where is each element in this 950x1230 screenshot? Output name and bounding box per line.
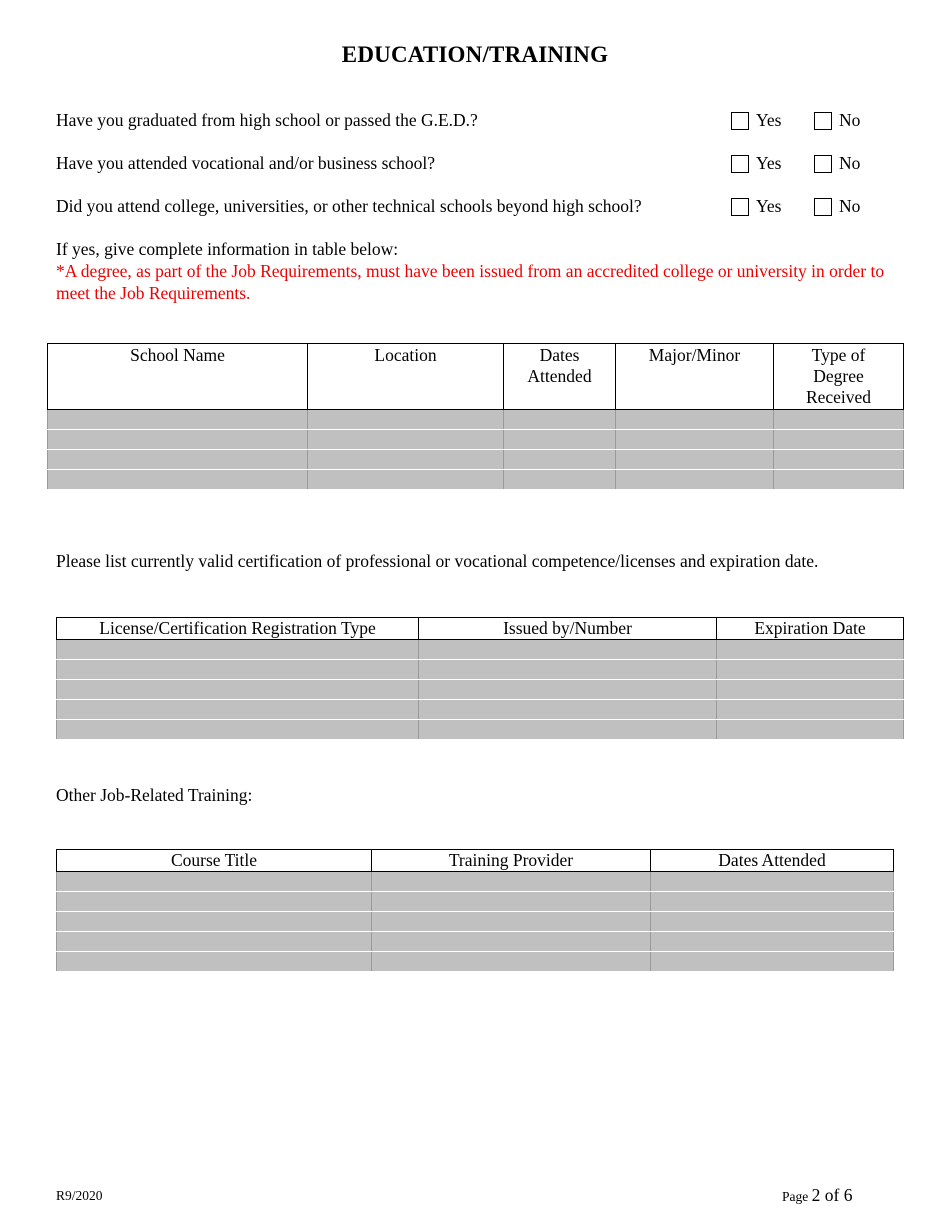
table-row bbox=[57, 660, 904, 680]
license-type-field[interactable] bbox=[57, 680, 419, 700]
issued-by-field[interactable] bbox=[419, 700, 717, 720]
certification-prompt: Please list currently valid certification of professional or vocational competence/licenses and expiration date. bbox=[56, 551, 819, 571]
page-indicator bbox=[782, 1185, 852, 1206]
no-label: No bbox=[839, 110, 861, 130]
expiration-field[interactable] bbox=[717, 680, 904, 700]
table-row bbox=[57, 640, 904, 660]
yes-label: Yes bbox=[756, 196, 782, 216]
college-yes-checkbox[interactable] bbox=[731, 198, 749, 216]
major-field[interactable] bbox=[616, 470, 774, 490]
vocational-no-checkbox[interactable] bbox=[814, 155, 832, 173]
page-number: 2 of 6 bbox=[811, 1185, 853, 1205]
education-table bbox=[47, 343, 904, 490]
dates-field[interactable] bbox=[504, 410, 616, 430]
table-row bbox=[57, 700, 904, 720]
if-yes-instruction: If yes, give complete information in table below: bbox=[56, 239, 399, 259]
license-type-field[interactable] bbox=[57, 660, 419, 680]
header-degree-line: Degree bbox=[813, 366, 864, 386]
course-title-field[interactable] bbox=[57, 932, 372, 952]
table-row bbox=[48, 470, 904, 490]
license-type-field[interactable] bbox=[57, 700, 419, 720]
expiration-field[interactable] bbox=[717, 700, 904, 720]
location-field[interactable] bbox=[308, 470, 504, 490]
major-field[interactable] bbox=[616, 430, 774, 450]
dates-field[interactable] bbox=[504, 430, 616, 450]
training-header-row bbox=[57, 850, 894, 872]
header-degree-type bbox=[774, 344, 904, 410]
license-type-field[interactable] bbox=[57, 720, 419, 740]
major-field[interactable] bbox=[616, 410, 774, 430]
dates-field[interactable] bbox=[504, 470, 616, 490]
training-provider-field[interactable] bbox=[372, 892, 651, 912]
table-row bbox=[57, 680, 904, 700]
table-row bbox=[57, 932, 894, 952]
expiration-field[interactable] bbox=[717, 720, 904, 740]
issued-by-field[interactable] bbox=[419, 680, 717, 700]
location-field[interactable] bbox=[308, 430, 504, 450]
no-label: No bbox=[839, 153, 861, 173]
question-college: Did you attend college, universities, or other technical schools beyond high school? bbox=[56, 196, 642, 216]
training-dates-field[interactable] bbox=[651, 952, 894, 972]
high-school-no-option[interactable] bbox=[814, 110, 860, 131]
certification-header-row bbox=[57, 618, 904, 640]
course-title-field[interactable] bbox=[57, 912, 372, 932]
training-label: Other Job-Related Training: bbox=[56, 785, 253, 805]
header-course-title: Course Title bbox=[57, 850, 372, 872]
header-training-provider: Training Provider bbox=[372, 850, 651, 872]
header-license-type: License/Certification Registration Type bbox=[57, 618, 419, 640]
expiration-field[interactable] bbox=[717, 640, 904, 660]
header-major-minor: Major/Minor bbox=[616, 344, 774, 410]
revision-code: R9/2020 bbox=[56, 1188, 103, 1203]
vocational-yes-checkbox[interactable] bbox=[731, 155, 749, 173]
college-no-option[interactable] bbox=[814, 196, 860, 217]
course-title-field[interactable] bbox=[57, 952, 372, 972]
issued-by-field[interactable] bbox=[419, 720, 717, 740]
header-degree-line: Received bbox=[805, 387, 872, 407]
page-word: Page bbox=[782, 1189, 809, 1204]
college-no-checkbox[interactable] bbox=[814, 198, 832, 216]
issued-by-field[interactable] bbox=[419, 660, 717, 680]
high-school-no-checkbox[interactable] bbox=[814, 112, 832, 130]
high-school-yes-option[interactable] bbox=[731, 110, 781, 131]
license-type-field[interactable] bbox=[57, 640, 419, 660]
table-row bbox=[48, 410, 904, 430]
header-dates-attended bbox=[504, 344, 616, 410]
school-name-field[interactable] bbox=[48, 430, 308, 450]
high-school-yes-checkbox[interactable] bbox=[731, 112, 749, 130]
school-name-field[interactable] bbox=[48, 410, 308, 430]
header-school-name: School Name bbox=[48, 344, 308, 410]
table-row bbox=[57, 952, 894, 972]
training-table bbox=[56, 849, 894, 972]
location-field[interactable] bbox=[308, 450, 504, 470]
table-row bbox=[48, 430, 904, 450]
school-name-field[interactable] bbox=[48, 450, 308, 470]
no-label: No bbox=[839, 196, 861, 216]
training-provider-field[interactable] bbox=[372, 932, 651, 952]
header-degree-line: Type of bbox=[811, 345, 866, 365]
degree-field[interactable] bbox=[774, 470, 904, 490]
dates-field[interactable] bbox=[504, 450, 616, 470]
expiration-field[interactable] bbox=[717, 660, 904, 680]
table-row bbox=[57, 912, 894, 932]
school-name-field[interactable] bbox=[48, 470, 308, 490]
vocational-yes-option[interactable] bbox=[731, 153, 781, 174]
training-provider-field[interactable] bbox=[372, 872, 651, 892]
course-title-field[interactable] bbox=[57, 892, 372, 912]
yes-label: Yes bbox=[756, 153, 782, 173]
header-dates-attended: Dates Attended bbox=[651, 850, 894, 872]
degree-field[interactable] bbox=[774, 450, 904, 470]
certification-table bbox=[56, 617, 904, 740]
degree-field[interactable] bbox=[774, 430, 904, 450]
header-dates-line: Attended bbox=[527, 366, 592, 386]
yes-label: Yes bbox=[756, 110, 782, 130]
training-dates-field[interactable] bbox=[651, 912, 894, 932]
question-vocational: Have you attended vocational and/or business school? bbox=[56, 153, 436, 173]
issued-by-field[interactable] bbox=[419, 640, 717, 660]
page-title: EDUCATION/TRAINING bbox=[341, 42, 609, 67]
table-row bbox=[57, 892, 894, 912]
training-dates-field[interactable] bbox=[651, 932, 894, 952]
course-title-field[interactable] bbox=[57, 872, 372, 892]
table-row bbox=[57, 872, 894, 892]
training-provider-field[interactable] bbox=[372, 912, 651, 932]
location-field[interactable] bbox=[308, 410, 504, 430]
header-dates-line: Dates bbox=[539, 345, 580, 365]
question-high-school: Have you graduated from high school or passed the G.E.D.? bbox=[56, 110, 478, 130]
degree-requirement-note: *A degree, as part of the Job Requirements, must have been issued from an accredited college or university in order to meet the Job Requirements. bbox=[56, 261, 885, 303]
table-row bbox=[57, 720, 904, 740]
header-issued-by: Issued by/Number bbox=[419, 618, 717, 640]
education-header-row bbox=[48, 344, 904, 410]
training-dates-field[interactable] bbox=[651, 872, 894, 892]
training-dates-field[interactable] bbox=[651, 892, 894, 912]
vocational-no-option[interactable] bbox=[814, 153, 860, 174]
college-yes-option[interactable] bbox=[731, 196, 781, 217]
degree-field[interactable] bbox=[774, 410, 904, 430]
header-expiration-date: Expiration Date bbox=[717, 618, 904, 640]
major-field[interactable] bbox=[616, 450, 774, 470]
table-row bbox=[48, 450, 904, 470]
training-provider-field[interactable] bbox=[372, 952, 651, 972]
header-location: Location bbox=[308, 344, 504, 410]
